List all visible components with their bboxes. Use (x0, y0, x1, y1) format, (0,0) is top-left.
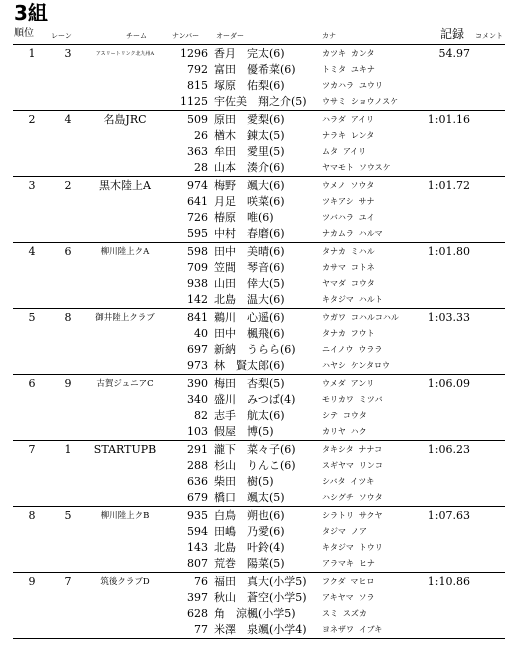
runner-name-cell: 山田 倖大(5) (214, 277, 285, 290)
block-separator-rule (13, 242, 505, 243)
runner-number-cell: 1296 (180, 47, 208, 60)
runner-kana-cell: ハシグチ ソウタ (322, 493, 383, 502)
runner-kana-cell: ウメダ アンリ (322, 379, 375, 388)
column-header-kana: カナ (322, 32, 336, 40)
runner-name-cell: 盛川 みつば(4) (214, 393, 296, 406)
team-name-cell: 古賀ジュニアC (96, 379, 154, 389)
runner-number-cell: 77 (194, 623, 208, 636)
rank-cell: 2 (28, 113, 36, 126)
runner-kana-cell: ウサミ ショウノスケ (322, 97, 399, 106)
runner-name-cell: 宇佐美 翔之介(5) (214, 95, 307, 108)
column-header-number: ナンバー (172, 32, 200, 40)
runner-kana-cell: ハヤシ ケンタロウ (322, 361, 391, 370)
runner-number-cell: 397 (187, 591, 208, 604)
block-separator-rule (13, 638, 505, 639)
runner-name-cell: 假屋 博(5) (214, 425, 274, 438)
runner-name-cell: 富田 優希菜(6) (214, 63, 296, 76)
lane-cell: 2 (64, 179, 72, 192)
runner-name-cell: 田中 美晴(6) (214, 245, 285, 258)
rank-cell: 8 (28, 509, 36, 522)
block-separator-rule (13, 506, 505, 507)
runner-number-cell: 973 (187, 359, 208, 372)
rank-cell: 7 (28, 443, 36, 456)
runner-number-cell: 628 (187, 607, 208, 620)
column-header-rank: 順位 (14, 28, 34, 39)
runner-kana-cell: フクダ マヒロ (322, 577, 375, 586)
runner-number-cell: 1125 (180, 95, 208, 108)
runner-name-cell: 杉山 りんこ(6) (214, 459, 296, 472)
block-separator-rule (13, 308, 505, 309)
runner-kana-cell: ナカムラ ハルマ (322, 229, 383, 238)
lane-cell: 1 (64, 443, 72, 456)
runner-number-cell: 509 (187, 113, 208, 126)
runner-kana-cell: ヤマモト ソウスケ (322, 163, 391, 172)
lane-cell: 7 (64, 575, 72, 588)
rank-cell: 3 (28, 179, 36, 192)
rank-cell: 1 (28, 47, 36, 60)
runner-kana-cell: ヤマダ コウタ (322, 279, 375, 288)
runner-number-cell: 807 (187, 557, 208, 570)
record-cell: 1:10.86 (427, 575, 470, 588)
runner-kana-cell: カツキ カンタ (322, 49, 375, 58)
lane-cell: 6 (64, 245, 72, 258)
runner-kana-cell: シラトリ サクヤ (322, 511, 383, 520)
runner-name-cell: 新納 うらら(6) (214, 343, 296, 356)
record-cell: 1:01.72 (427, 179, 470, 192)
lane-cell: 8 (64, 311, 72, 324)
runner-kana-cell: タジマ ノア (322, 527, 367, 536)
runner-number-cell: 142 (187, 293, 208, 306)
runner-number-cell: 76 (194, 575, 208, 588)
runner-kana-cell: ハラダ アイリ (322, 115, 375, 124)
runner-name-cell: 福田 真大(小学5) (214, 575, 307, 588)
rank-cell: 6 (28, 377, 36, 390)
runner-name-cell: 北島 叶鈴(4) (214, 541, 285, 554)
block-separator-rule (13, 374, 505, 375)
runner-number-cell: 103 (187, 425, 208, 438)
runner-kana-cell: ツキアシ サナ (322, 197, 375, 206)
runner-number-cell: 143 (187, 541, 208, 554)
record-cell: 1:01.80 (427, 245, 470, 258)
runner-number-cell: 938 (187, 277, 208, 290)
runner-kana-cell: スミ スズカ (322, 609, 367, 618)
runner-kana-cell: ツバハラ ユイ (322, 213, 375, 222)
rank-cell: 4 (28, 245, 36, 258)
rank-cell: 5 (28, 311, 36, 324)
runner-name-cell: 山本 湊介(6) (214, 161, 285, 174)
block-separator-rule (13, 176, 505, 177)
team-name-cell: 柳川陸上クA (100, 247, 150, 257)
runner-kana-cell: カリヤ ハク (322, 427, 367, 436)
runner-name-cell: 塚原 佑梨(6) (214, 79, 285, 92)
runner-number-cell: 40 (194, 327, 208, 340)
column-header-order: オーダー (216, 32, 244, 40)
runner-name-cell: 米澤 泉颯(小学4) (214, 623, 307, 636)
block-separator-rule (13, 440, 505, 441)
lane-cell: 4 (64, 113, 72, 126)
column-header-comment: コメント (475, 32, 503, 40)
runner-name-cell: 月足 咲菜(6) (214, 195, 285, 208)
team-name-cell: アスリートリンク北九州A (95, 51, 155, 57)
runner-number-cell: 291 (187, 443, 208, 456)
runner-number-cell: 595 (187, 227, 208, 240)
runner-kana-cell: ナラキ レンタ (322, 131, 375, 140)
runner-name-cell: 角 涼楓(小学5) (214, 607, 296, 620)
runner-kana-cell: タナカ フウト (322, 329, 375, 338)
runner-name-cell: 白鳥 朔也(6) (214, 509, 285, 522)
team-name-cell: STARTUPB (93, 443, 157, 456)
record-cell: 1:03.33 (427, 311, 470, 324)
runner-number-cell: 340 (187, 393, 208, 406)
team-name-cell: 名島JRC (103, 113, 147, 126)
runner-number-cell: 709 (187, 261, 208, 274)
runner-number-cell: 697 (187, 343, 208, 356)
runner-number-cell: 792 (187, 63, 208, 76)
team-name-cell: 筑後クラブD (100, 577, 150, 587)
heat-title: 3組 (14, 1, 48, 25)
runner-number-cell: 598 (187, 245, 208, 258)
runner-number-cell: 679 (187, 491, 208, 504)
runner-name-cell: 梅田 杏梨(5) (214, 377, 285, 390)
runner-kana-cell: アキヤマ ソラ (322, 593, 375, 602)
runner-kana-cell: タキシタ ナナコ (322, 445, 383, 454)
runner-number-cell: 726 (187, 211, 208, 224)
runner-kana-cell: シバタ イツキ (322, 477, 375, 486)
record-cell: 1:06.23 (427, 443, 470, 456)
runner-kana-cell: ウガワ コハルコハル (322, 313, 399, 322)
runner-kana-cell: キタジマ トウリ (322, 543, 383, 552)
rank-cell: 9 (28, 575, 36, 588)
runner-kana-cell: シテ コウタ (322, 411, 367, 420)
runner-kana-cell: ウメノ ソウタ (322, 181, 375, 190)
record-cell: 1:01.16 (427, 113, 470, 126)
runner-kana-cell: モリカワ ミツバ (322, 395, 383, 404)
runner-name-cell: 原田 愛梨(6) (214, 113, 285, 126)
runner-name-cell: 鵜川 心遥(6) (214, 311, 285, 324)
runner-number-cell: 641 (187, 195, 208, 208)
column-header-team: チーム (126, 32, 147, 40)
column-header-record: 記録 (440, 27, 465, 41)
block-separator-rule (13, 110, 505, 111)
runner-kana-cell: ヨネザワ イブキ (322, 625, 383, 634)
runner-number-cell: 288 (187, 459, 208, 472)
lane-cell: 3 (64, 47, 72, 60)
runner-kana-cell: ツカハラ ユウリ (322, 81, 383, 90)
runner-name-cell: 笠間 琴音(6) (214, 261, 285, 274)
lane-cell: 5 (64, 509, 72, 522)
runner-name-cell: 梅野 颯大(6) (214, 179, 285, 192)
team-name-cell: 御井陸上クラブ (95, 313, 155, 323)
runner-name-cell: 秋山 蒼空(小学5) (214, 591, 307, 604)
runner-number-cell: 841 (187, 311, 208, 324)
runner-kana-cell: ムタ アイリ (322, 147, 367, 156)
runner-number-cell: 815 (187, 79, 208, 92)
runner-name-cell: 牟田 愛里(5) (214, 145, 285, 158)
record-cell: 54.97 (438, 47, 470, 60)
block-separator-rule (13, 572, 505, 573)
record-cell: 1:07.63 (427, 509, 470, 522)
runner-number-cell: 82 (194, 409, 208, 422)
runner-name-cell: 志手 航太(6) (214, 409, 285, 422)
runner-kana-cell: トミタ ユキナ (322, 65, 375, 74)
runner-number-cell: 594 (187, 525, 208, 538)
runner-number-cell: 935 (187, 509, 208, 522)
runner-kana-cell: タナカ ミハル (322, 247, 375, 256)
runner-name-cell: 柴田 樹(5) (214, 475, 274, 488)
runner-name-cell: 楢木 錬太(5) (214, 129, 285, 142)
runner-kana-cell: ニイノウ ウララ (322, 345, 383, 354)
team-name-cell: 黒木陸上A (99, 179, 151, 192)
runner-name-cell: 中村 春磨(6) (214, 227, 285, 240)
runner-number-cell: 363 (187, 145, 208, 158)
header-rule (13, 44, 505, 45)
runner-number-cell: 26 (194, 129, 208, 142)
runner-name-cell: 林 賢太郎(6) (214, 359, 285, 372)
runner-name-cell: 橋口 颯太(5) (214, 491, 285, 504)
runner-number-cell: 390 (187, 377, 208, 390)
runner-name-cell: 田嶋 乃愛(6) (214, 525, 285, 538)
lane-cell: 9 (64, 377, 72, 390)
runner-kana-cell: キタジマ ハルト (322, 295, 383, 304)
runner-kana-cell: カサマ コトネ (322, 263, 375, 272)
runner-name-cell: 田中 楓飛(6) (214, 327, 285, 340)
team-name-cell: 柳川陸上クB (100, 511, 150, 521)
runner-kana-cell: アラマキ ヒナ (322, 559, 375, 568)
runner-name-cell: 香月 完太(6) (214, 47, 285, 60)
runner-name-cell: 椿原 唯(6) (214, 211, 274, 224)
runner-number-cell: 28 (194, 161, 208, 174)
record-cell: 1:06.09 (427, 377, 470, 390)
runner-number-cell: 974 (187, 179, 208, 192)
runner-name-cell: 北島 温大(6) (214, 293, 285, 306)
runner-name-cell: 瀧下 菜々子(6) (214, 443, 296, 456)
runner-number-cell: 636 (187, 475, 208, 488)
column-header-lane: レーン (51, 32, 72, 40)
runner-name-cell: 荒巻 陽菜(5) (214, 557, 285, 570)
runner-kana-cell: スギヤマ リンコ (322, 461, 383, 470)
